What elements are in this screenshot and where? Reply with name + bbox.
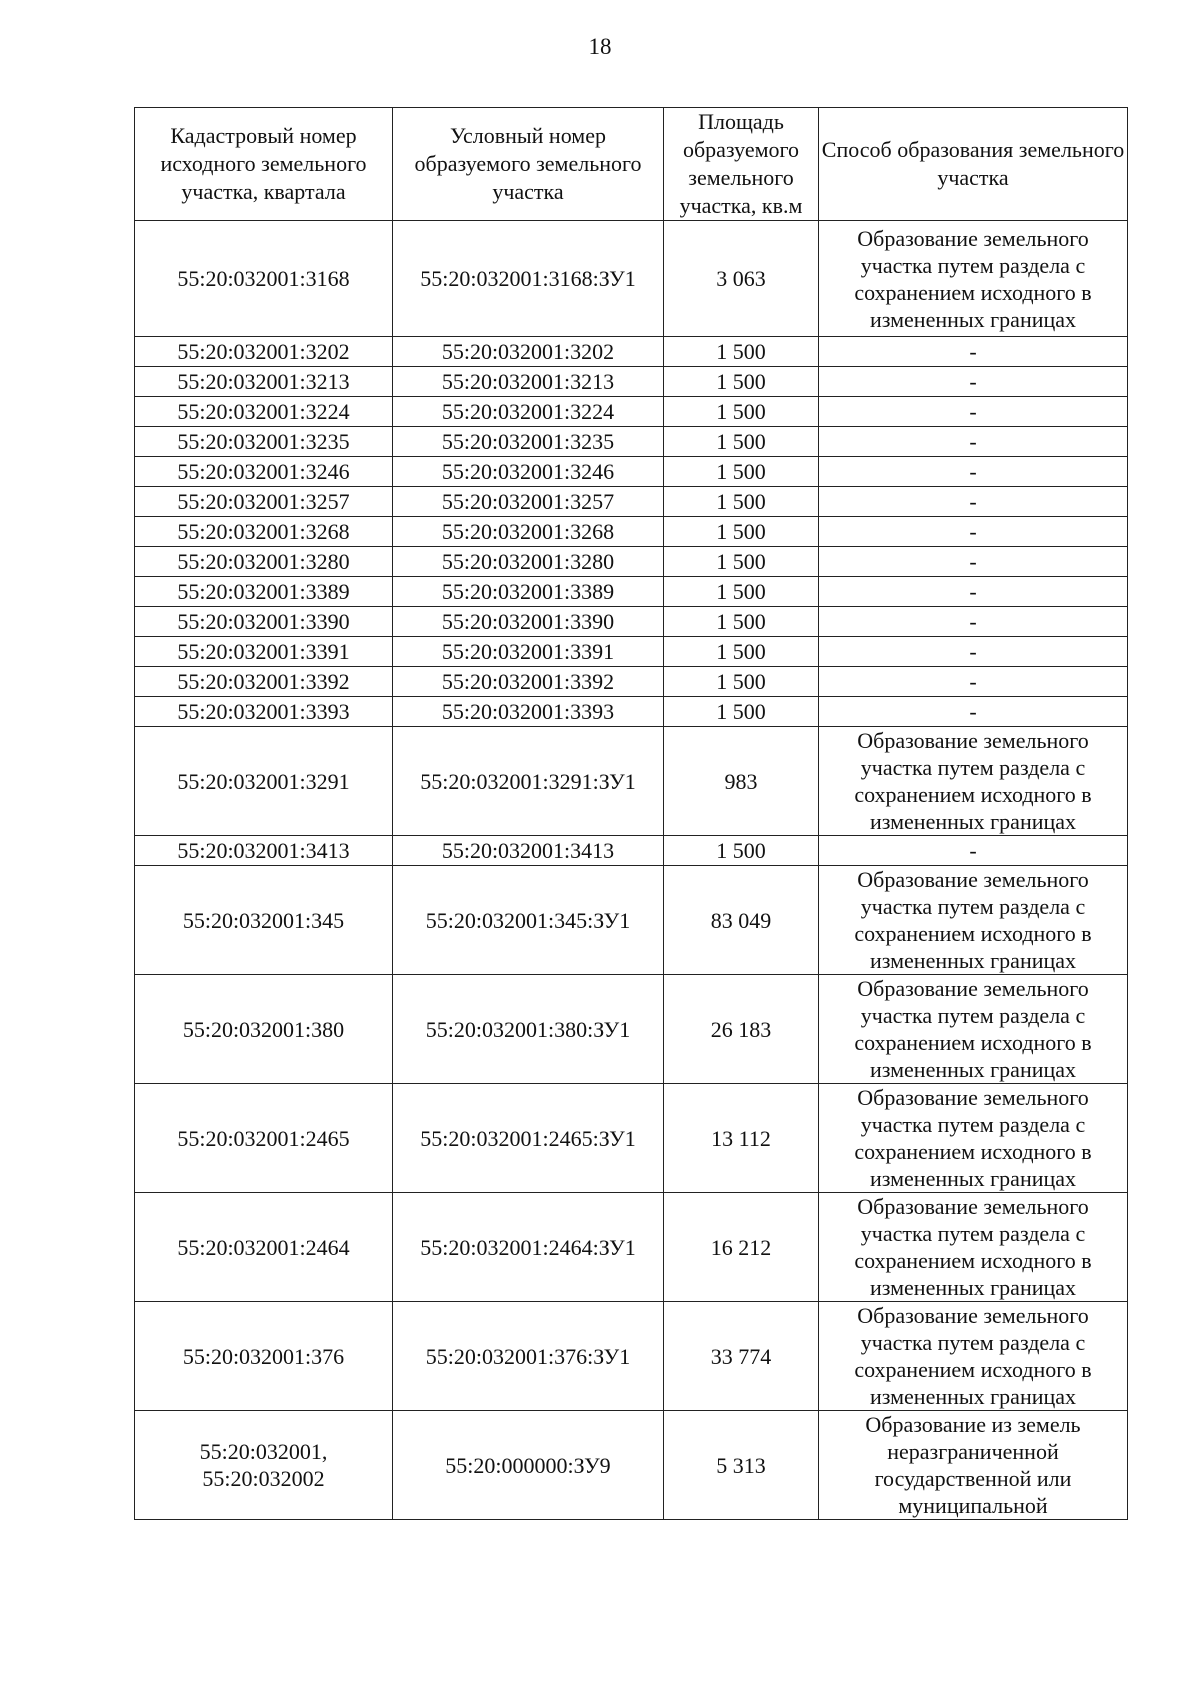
source-cadastral-number-cell: 55:20:032001:3393 — [135, 697, 393, 727]
formation-method-cell: - — [819, 517, 1128, 547]
formation-method-cell: - — [819, 667, 1128, 697]
table-row — [135, 607, 1128, 637]
target-conditional-number-cell: 55:20:032001:3268 — [393, 517, 664, 547]
header-source-cadastral-number: Кадастровый номер исходного земельного участка, квартала — [135, 108, 393, 221]
source-cadastral-number-cell: 55:20:032001:3213 — [135, 367, 393, 397]
table-row — [135, 427, 1128, 457]
table-row — [135, 697, 1128, 727]
source-cadastral-number-cell: 55:20:032001:3224 — [135, 397, 393, 427]
table-row — [135, 487, 1128, 517]
table-row — [135, 727, 1128, 836]
source-cadastral-number-cell: 55:20:032001:3235 — [135, 427, 393, 457]
table-row — [135, 517, 1128, 547]
table-row — [135, 637, 1128, 667]
target-conditional-number-cell: 55:20:032001:2465:ЗУ1 — [393, 1084, 664, 1193]
formation-method-cell: Образование земельного участка путем раздела с сохранением исходного в измененных границах — [819, 1193, 1128, 1302]
header-target-conditional-number: Условный номер образуемого земельного участка — [393, 108, 664, 221]
area-cell: 1 500 — [664, 397, 819, 427]
target-conditional-number-cell: 55:20:032001:3246 — [393, 457, 664, 487]
source-cadastral-number-cell: 55:20:032001:3391 — [135, 637, 393, 667]
formation-method-cell: - — [819, 457, 1128, 487]
source-cadastral-number-cell: 55:20:032001:3268 — [135, 517, 393, 547]
table-header — [135, 108, 1128, 221]
source-cadastral-number-cell: 55:20:032001, 55:20:032002 — [135, 1411, 393, 1520]
table-row — [135, 547, 1128, 577]
page-number: 18 — [588, 34, 612, 59]
area-cell: 16 212 — [664, 1193, 819, 1302]
formation-method-cell: - — [819, 367, 1128, 397]
table-row — [135, 457, 1128, 487]
target-conditional-number-cell: 55:20:032001:3391 — [393, 637, 664, 667]
area-cell: 33 774 — [664, 1302, 819, 1411]
source-cadastral-number-cell: 55:20:032001:3202 — [135, 337, 393, 367]
formation-method-cell: Образование из земель неразграниченной государственной или муниципальной — [819, 1411, 1128, 1520]
formation-method-cell: - — [819, 637, 1128, 667]
area-cell: 5 313 — [664, 1411, 819, 1520]
target-conditional-number-cell: 55:20:032001:3202 — [393, 337, 664, 367]
formation-method-cell: - — [819, 697, 1128, 727]
source-cadastral-number-cell: 55:20:032001:3246 — [135, 457, 393, 487]
area-cell: 3 063 — [664, 221, 819, 337]
source-cadastral-number-cell: 55:20:032001:345 — [135, 866, 393, 975]
formation-method-cell: Образование земельного участка путем раздела с сохранением исходного в измененных границах — [819, 975, 1128, 1084]
formation-method-cell: - — [819, 337, 1128, 367]
table-row — [135, 667, 1128, 697]
target-conditional-number-cell: 55:20:032001:3257 — [393, 487, 664, 517]
table-row — [135, 337, 1128, 367]
table-row — [135, 577, 1128, 607]
formation-method-cell: - — [819, 607, 1128, 637]
formation-method-cell: - — [819, 427, 1128, 457]
area-cell: 1 500 — [664, 427, 819, 457]
formation-method-cell: Образование земельного участка путем раздела с сохранением исходного в измененных границах — [819, 727, 1128, 836]
area-cell: 983 — [664, 727, 819, 836]
formation-method-cell: - — [819, 577, 1128, 607]
target-conditional-number-cell: 55:20:032001:3291:ЗУ1 — [393, 727, 664, 836]
formation-method-cell: Образование земельного участка путем раздела с сохранением исходного в измененных границах — [819, 221, 1128, 337]
source-cadastral-number-cell: 55:20:032001:3291 — [135, 727, 393, 836]
area-cell: 1 500 — [664, 487, 819, 517]
table-row — [135, 866, 1128, 975]
area-cell: 83 049 — [664, 866, 819, 975]
area-cell: 1 500 — [664, 517, 819, 547]
source-cadastral-number-cell: 55:20:032001:3168 — [135, 221, 393, 337]
area-cell: 1 500 — [664, 367, 819, 397]
target-conditional-number-cell: 55:20:032001:3390 — [393, 607, 664, 637]
area-cell: 1 500 — [664, 836, 819, 866]
formation-method-cell: - — [819, 836, 1128, 866]
source-cadastral-number-cell: 55:20:032001:3257 — [135, 487, 393, 517]
target-conditional-number-cell: 55:20:032001:3389 — [393, 577, 664, 607]
target-conditional-number-cell: 55:20:032001:3393 — [393, 697, 664, 727]
source-cadastral-number-cell: 55:20:032001:376 — [135, 1302, 393, 1411]
formation-method-cell: Образование земельного участка путем раздела с сохранением исходного в измененных границах — [819, 1084, 1128, 1193]
area-cell: 1 500 — [664, 607, 819, 637]
source-cadastral-number-cell: 55:20:032001:3413 — [135, 836, 393, 866]
source-cadastral-number-cell: 55:20:032001:380 — [135, 975, 393, 1084]
table-row — [135, 1302, 1128, 1411]
table-row — [135, 1084, 1128, 1193]
header-formation-method: Способ образования земельного участка — [819, 108, 1128, 221]
target-conditional-number-cell: 55:20:032001:3235 — [393, 427, 664, 457]
target-conditional-number-cell: 55:20:032001:376:ЗУ1 — [393, 1302, 664, 1411]
target-conditional-number-cell: 55:20:032001:345:ЗУ1 — [393, 866, 664, 975]
formation-method-cell: Образование земельного участка путем раздела с сохранением исходного в измененных границах — [819, 866, 1128, 975]
area-cell: 1 500 — [664, 547, 819, 577]
header-row — [135, 108, 1128, 221]
formation-method-cell: - — [819, 487, 1128, 517]
header-area: Площадь образуемого земельного участка, кв.м — [664, 108, 819, 221]
source-cadastral-number-cell: 55:20:032001:2465 — [135, 1084, 393, 1193]
formation-method-cell: - — [819, 547, 1128, 577]
source-cadastral-number-cell: 55:20:032001:2464 — [135, 1193, 393, 1302]
target-conditional-number-cell: 55:20:032001:380:ЗУ1 — [393, 975, 664, 1084]
formation-method-cell: - — [819, 397, 1128, 427]
target-conditional-number-cell: 55:20:000000:ЗУ9 — [393, 1411, 664, 1520]
area-cell: 1 500 — [664, 697, 819, 727]
target-conditional-number-cell: 55:20:032001:3413 — [393, 836, 664, 866]
target-conditional-number-cell: 55:20:032001:3213 — [393, 367, 664, 397]
land-plots-table-container — [134, 107, 1127, 1520]
source-cadastral-number-cell: 55:20:032001:3392 — [135, 667, 393, 697]
area-cell: 1 500 — [664, 337, 819, 367]
area-cell: 1 500 — [664, 667, 819, 697]
table-row — [135, 397, 1128, 427]
formation-method-cell: Образование земельного участка путем раздела с сохранением исходного в измененных границах — [819, 1302, 1128, 1411]
source-cadastral-number-cell: 55:20:032001:3390 — [135, 607, 393, 637]
table-row — [135, 836, 1128, 866]
area-cell: 1 500 — [664, 577, 819, 607]
target-conditional-number-cell: 55:20:032001:3224 — [393, 397, 664, 427]
source-cadastral-number-cell: 55:20:032001:3389 — [135, 577, 393, 607]
target-conditional-number-cell: 55:20:032001:2464:ЗУ1 — [393, 1193, 664, 1302]
target-conditional-number-cell: 55:20:032001:3280 — [393, 547, 664, 577]
area-cell: 13 112 — [664, 1084, 819, 1193]
table-row — [135, 975, 1128, 1084]
land-plots-table — [134, 107, 1128, 1520]
table-row — [135, 367, 1128, 397]
area-cell: 26 183 — [664, 975, 819, 1084]
table-row — [135, 1193, 1128, 1302]
area-cell: 1 500 — [664, 637, 819, 667]
target-conditional-number-cell: 55:20:032001:3392 — [393, 667, 664, 697]
table-body — [135, 221, 1128, 1520]
table-row — [135, 1411, 1128, 1520]
table-row — [135, 221, 1128, 337]
source-cadastral-number-cell: 55:20:032001:3280 — [135, 547, 393, 577]
target-conditional-number-cell: 55:20:032001:3168:ЗУ1 — [393, 221, 664, 337]
area-cell: 1 500 — [664, 457, 819, 487]
